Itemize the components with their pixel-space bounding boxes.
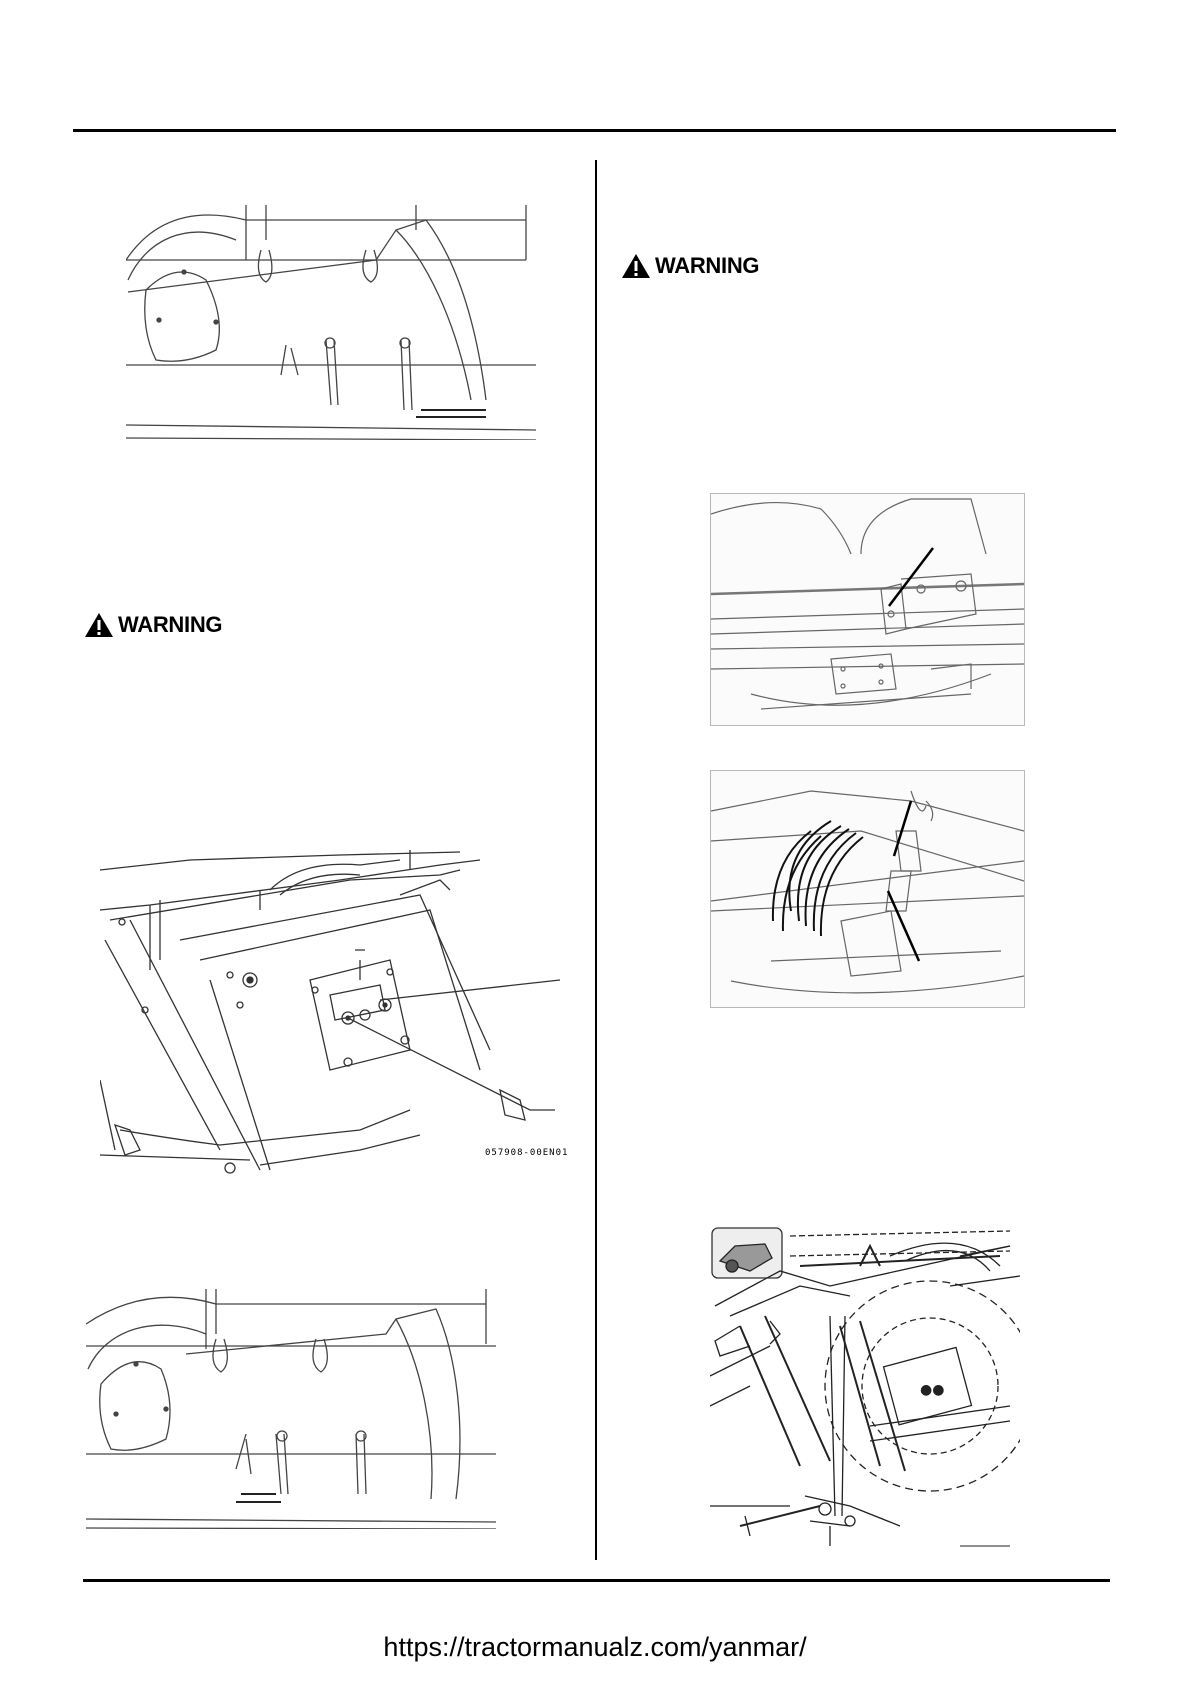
warning-triangle-icon bbox=[84, 612, 114, 638]
warning-triangle-icon bbox=[621, 253, 651, 279]
machine-side-illustration bbox=[710, 1226, 1020, 1556]
spring-photo bbox=[710, 770, 1025, 1008]
footer-url[interactable]: https://tractormanualz.com/yanmar/ bbox=[383, 1632, 807, 1662]
frame-plate-illustration bbox=[100, 850, 570, 1175]
warning-heading-left bbox=[84, 612, 222, 638]
footer-rule bbox=[83, 1579, 1110, 1582]
figure-code: 057908-00EN01 bbox=[485, 1148, 569, 1158]
warning-label-left: WARNING bbox=[118, 612, 223, 637]
header-rule bbox=[73, 129, 1116, 132]
warning-label-right: WARNING bbox=[655, 253, 760, 278]
frame-bolt-photo bbox=[710, 493, 1025, 726]
column-divider bbox=[595, 160, 597, 1560]
rotor-cover-illustration-top bbox=[126, 200, 536, 440]
warning-heading-right bbox=[621, 253, 759, 279]
rotor-cover-illustration-bottom bbox=[86, 1284, 496, 1529]
svg-text:●●: ●● bbox=[920, 1382, 945, 1398]
